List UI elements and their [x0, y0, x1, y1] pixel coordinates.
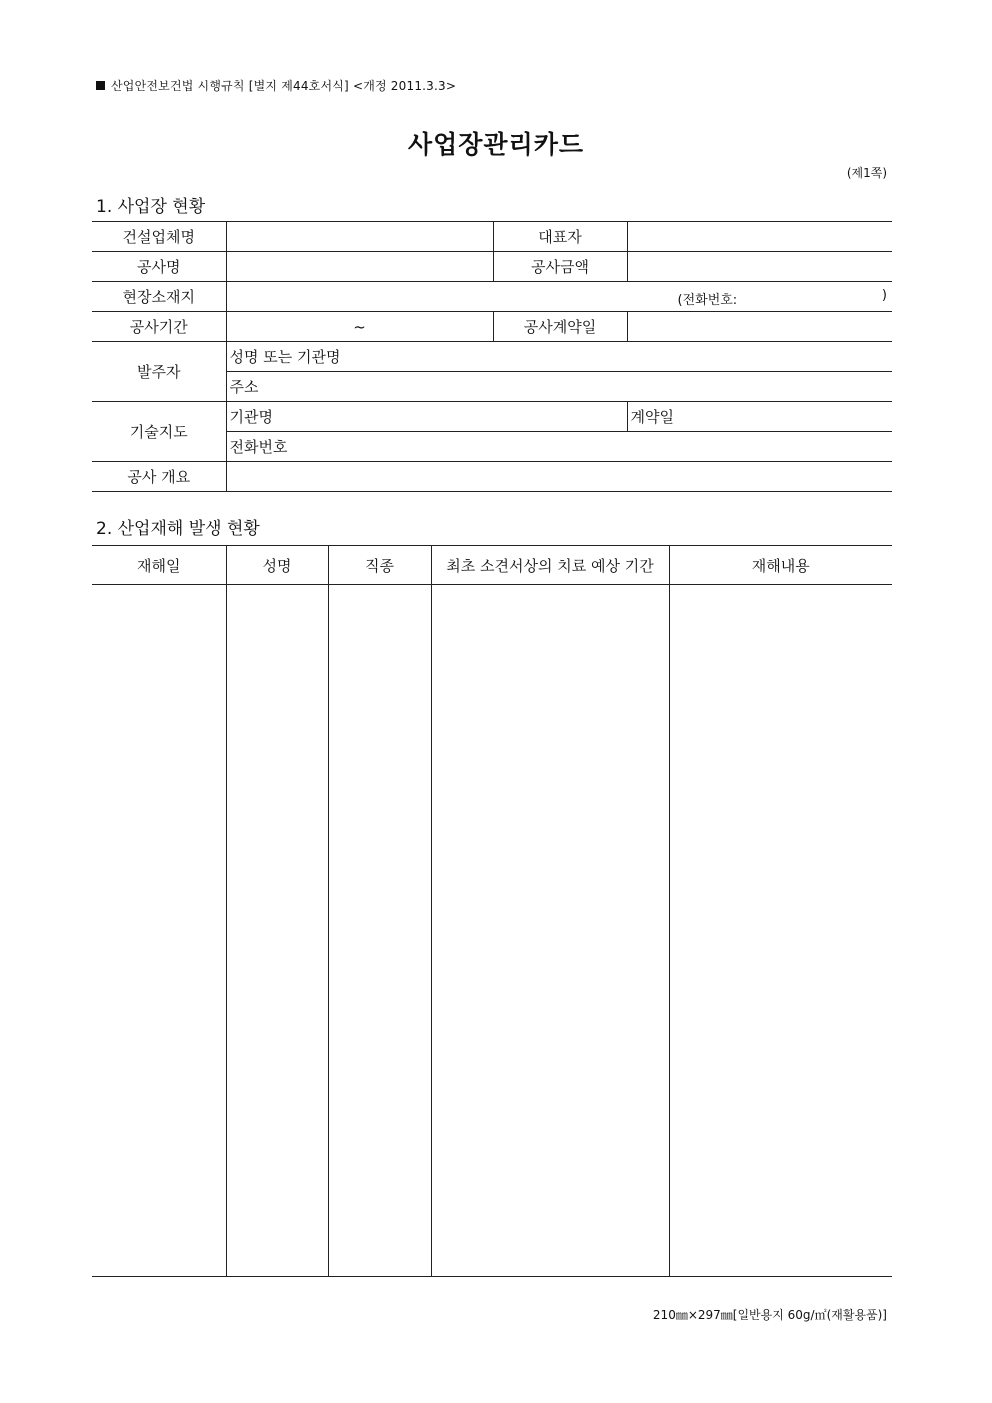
- accident-date-field[interactable]: [92, 585, 226, 1277]
- accident-details-field[interactable]: [669, 585, 892, 1277]
- tech-phone-field[interactable]: 전화번호: [226, 432, 892, 462]
- section-1-title: 1. 사업장 현황: [96, 197, 206, 217]
- section-2-title: 2. 산업재해 발생 현황: [96, 519, 260, 539]
- form-reference-text: 산업안전보건법 시행규칙 [별지 제44호서식] <개정 2011.3.3>: [111, 79, 457, 93]
- column-header-occupation: 직종: [328, 546, 431, 585]
- contract-date-label: 공사계약일: [493, 312, 627, 342]
- company-name-field[interactable]: [226, 222, 493, 252]
- column-header-name: 성명: [226, 546, 328, 585]
- site-location-field[interactable]: [226, 282, 892, 312]
- square-bullet-icon: [96, 81, 105, 90]
- tech-guidance-label: 기술지도: [92, 402, 226, 462]
- phone-close-paren: ): [881, 288, 887, 303]
- site-status-table: [92, 221, 892, 492]
- client-name-field[interactable]: 성명 또는 기관명: [226, 342, 892, 372]
- table-row: [92, 402, 892, 432]
- representative-label: 대표자: [493, 222, 627, 252]
- tech-contract-date-field[interactable]: 계약일: [627, 402, 892, 432]
- contract-amount-label: 공사금액: [493, 252, 627, 282]
- client-label: 발주자: [92, 342, 226, 402]
- phone-label: (전화번호:: [677, 293, 738, 308]
- paper-spec-footer: 210㎜×297㎜[일반용지 60g/㎡(재활용품)]: [652, 1308, 887, 1322]
- site-location-label: 현장소재지: [92, 282, 226, 312]
- company-name-label: 건설업체명: [92, 222, 226, 252]
- project-name-field[interactable]: [226, 252, 493, 282]
- document-title: 사업장관리카드: [407, 130, 585, 159]
- occupation-field[interactable]: [328, 585, 431, 1277]
- representative-field[interactable]: [627, 222, 892, 252]
- period-label: 공사기간: [92, 312, 226, 342]
- contract-date-field[interactable]: [627, 312, 892, 342]
- table-row: [92, 462, 892, 492]
- page-number: (제1쪽): [846, 166, 887, 180]
- table-header-row: [92, 546, 892, 585]
- accident-status-table: [92, 545, 892, 1277]
- overview-label: 공사 개요: [92, 462, 226, 492]
- table-row: [92, 222, 892, 252]
- column-header-treatment-period: 최초 소견서상의 치료 예상 기간: [431, 546, 669, 585]
- table-row: [92, 252, 892, 282]
- column-header-accident-details: 재해내용: [669, 546, 892, 585]
- treatment-period-field[interactable]: [431, 585, 669, 1277]
- form-reference-note: [96, 77, 456, 94]
- table-row: [92, 342, 892, 372]
- table-row: [92, 585, 892, 1277]
- period-field[interactable]: ~: [226, 312, 493, 342]
- table-row: [92, 282, 892, 312]
- name-field[interactable]: [226, 585, 328, 1277]
- table-row: [92, 312, 892, 342]
- tech-org-field[interactable]: 기관명: [226, 402, 627, 432]
- client-address-field[interactable]: 주소: [226, 372, 892, 402]
- project-name-label: 공사명: [92, 252, 226, 282]
- column-header-accident-date: 재해일: [92, 546, 226, 585]
- contract-amount-field[interactable]: [627, 252, 892, 282]
- overview-field[interactable]: [226, 462, 892, 492]
